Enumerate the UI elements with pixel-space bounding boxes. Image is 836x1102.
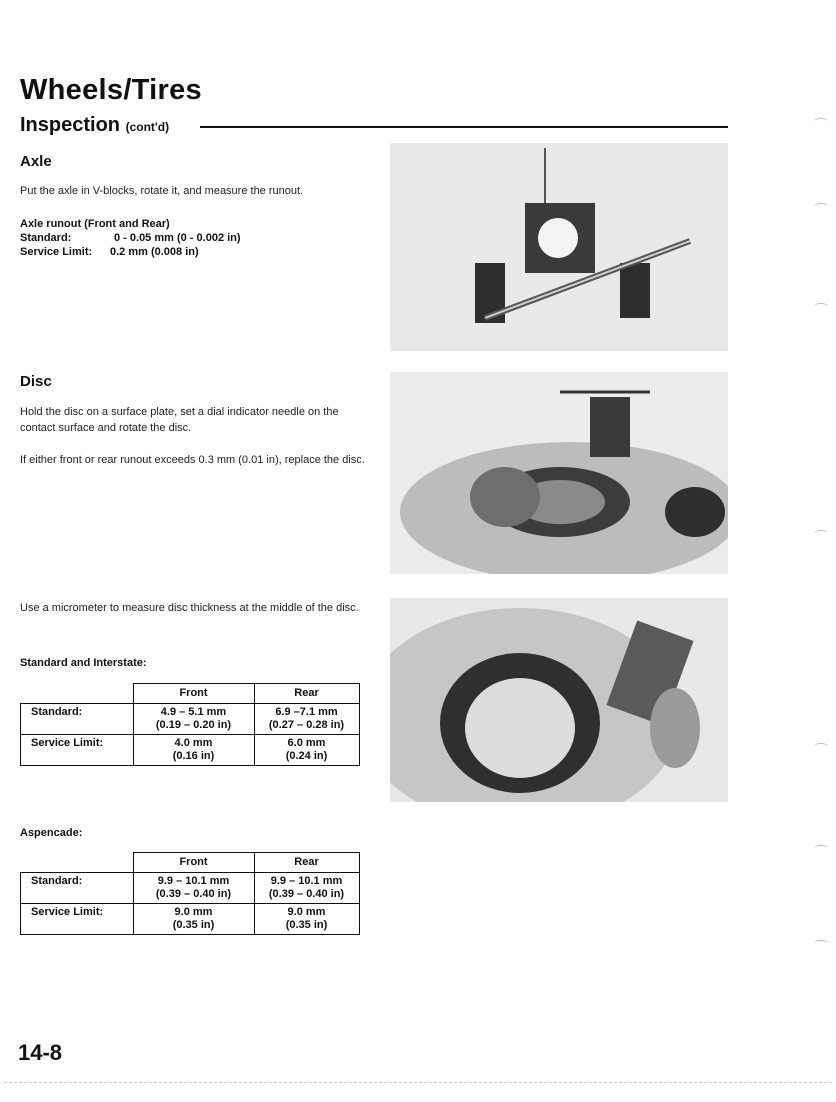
front-value bbox=[133, 904, 254, 935]
table-header-row bbox=[21, 684, 360, 704]
page-number: 14-8 bbox=[18, 1040, 63, 1065]
front-mm: 4.9 – 5.1 mm bbox=[160, 706, 227, 718]
page-title: Wheels/Tires bbox=[20, 74, 202, 106]
rear-value bbox=[254, 873, 359, 904]
front-value bbox=[133, 873, 254, 904]
disc-instruction-replace: If either front or rear runout exceeds 0.3 mm (0.01 in), replace the disc. bbox=[20, 454, 365, 466]
rear-value bbox=[254, 904, 359, 935]
axle-standard-value: 0 - 0.05 mm (0 - 0.002 in) bbox=[114, 232, 241, 244]
front-in: (0.35 in) bbox=[172, 919, 215, 931]
margin-mark bbox=[814, 118, 828, 125]
front-value bbox=[133, 704, 254, 735]
section-heading bbox=[20, 114, 169, 137]
axle-heading: Axle bbox=[20, 153, 52, 170]
table-row bbox=[21, 735, 360, 766]
front-mm: 9.9 – 10.1 mm bbox=[157, 875, 230, 887]
rear-value bbox=[254, 704, 359, 735]
section-title: Inspection bbox=[20, 114, 121, 136]
col-front-header: Front bbox=[133, 853, 254, 873]
axle-limit-label: Service Limit: bbox=[20, 246, 93, 258]
margin-mark bbox=[814, 940, 828, 947]
axle-photo-illustration bbox=[390, 143, 728, 351]
table-row bbox=[21, 904, 360, 935]
micrometer-photo bbox=[390, 598, 728, 802]
table-row bbox=[21, 873, 360, 904]
axle-standard-label: Standard: bbox=[20, 232, 72, 244]
thickness-table-aspencade bbox=[20, 852, 360, 935]
row-label: Standard: bbox=[21, 873, 134, 904]
disc-runout-photo bbox=[390, 372, 728, 574]
rear-in: (0.35 in) bbox=[285, 919, 328, 931]
disc-instruction-runout: Hold the disc on a surface plate, set a dial indicator needle on the contact surface and rotate the disc. bbox=[20, 406, 339, 434]
rear-mm: 6.0 mm bbox=[287, 737, 326, 749]
table-aspencade-label: Aspencade: bbox=[20, 827, 83, 839]
table-header-row bbox=[21, 853, 360, 873]
heading-rule bbox=[200, 126, 728, 128]
margin-mark bbox=[814, 530, 828, 537]
row-label: Service Limit: bbox=[21, 904, 134, 935]
margin-mark bbox=[814, 203, 828, 210]
rear-value bbox=[254, 735, 359, 766]
front-mm: 4.0 mm bbox=[174, 737, 213, 749]
row-label: Service Limit: bbox=[21, 735, 134, 766]
axle-photo bbox=[390, 143, 728, 351]
front-in: (0.39 – 0.40 in) bbox=[155, 888, 232, 900]
col-rear-header: Rear bbox=[254, 684, 359, 704]
rear-mm: 6.9 –7.1 mm bbox=[275, 706, 338, 718]
disc-runout-illustration bbox=[390, 372, 728, 574]
col-front-header: Front bbox=[133, 684, 254, 704]
margin-mark bbox=[814, 303, 828, 310]
front-mm: 9.0 mm bbox=[174, 906, 213, 918]
axle-limit-value: 0.2 mm (0.008 in) bbox=[110, 246, 199, 258]
front-in: (0.16 in) bbox=[172, 750, 215, 762]
front-value bbox=[133, 735, 254, 766]
bottom-rule bbox=[4, 1082, 832, 1084]
col-rear-header: Rear bbox=[254, 853, 359, 873]
axle-instruction: Put the axle in V-blocks, rotate it, and measure the runout. bbox=[20, 185, 304, 197]
disc-instruction-thickness: Use a micrometer to measure disc thickness at the middle of the disc. bbox=[20, 602, 359, 614]
table-standard-interstate-label: Standard and Interstate: bbox=[20, 657, 147, 669]
rear-in: (0.27 – 0.28 in) bbox=[268, 719, 345, 731]
table-corner bbox=[21, 853, 134, 873]
section-suffix: (cont'd) bbox=[125, 120, 170, 134]
disc-heading: Disc bbox=[20, 373, 52, 390]
row-label: Standard: bbox=[21, 704, 134, 735]
margin-mark bbox=[814, 845, 828, 852]
micrometer-illustration bbox=[390, 598, 728, 802]
rear-mm: 9.9 – 10.1 mm bbox=[270, 875, 343, 887]
table-corner bbox=[21, 684, 134, 704]
axle-spec-title: Axle runout (Front and Rear) bbox=[20, 218, 170, 230]
table-row bbox=[21, 704, 360, 735]
margin-mark bbox=[814, 743, 828, 750]
rear-in: (0.24 in) bbox=[285, 750, 328, 762]
rear-mm: 9.0 mm bbox=[287, 906, 326, 918]
rear-in: (0.39 – 0.40 in) bbox=[268, 888, 345, 900]
thickness-table-standard-interstate bbox=[20, 683, 360, 766]
front-in: (0.19 – 0.20 in) bbox=[155, 719, 232, 731]
